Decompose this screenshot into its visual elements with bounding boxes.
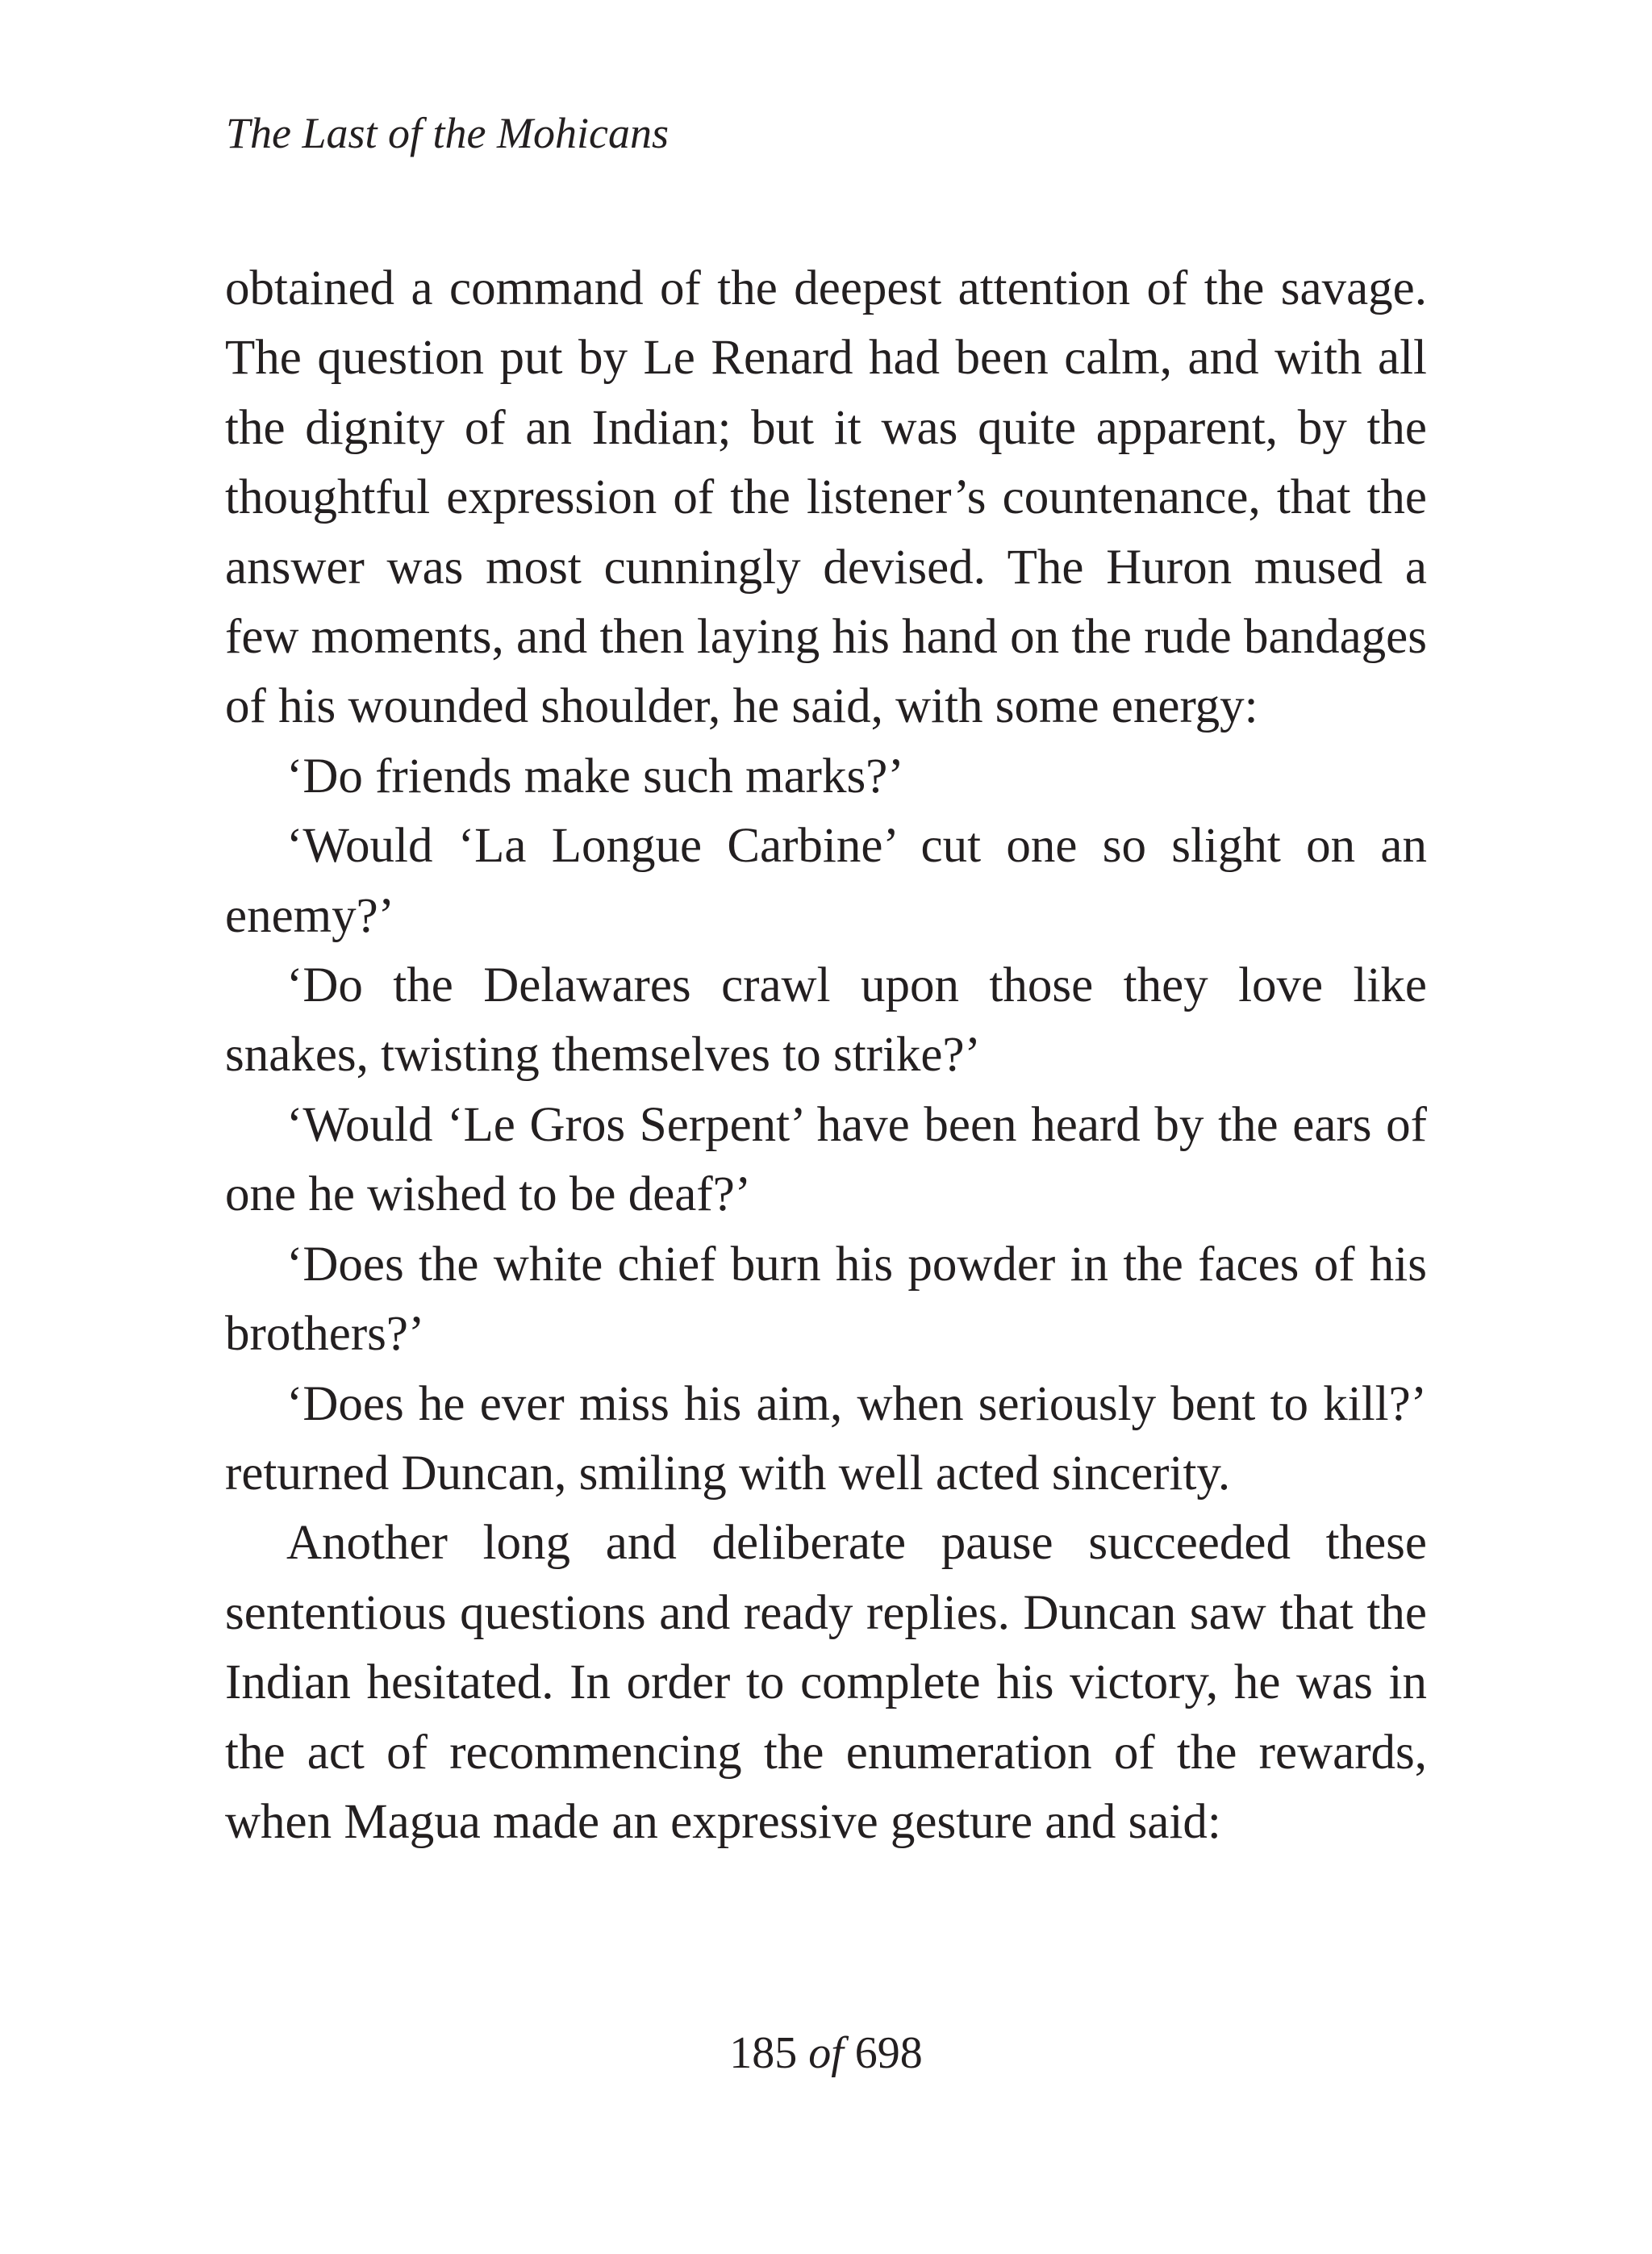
total-page-count: 698 [854,2028,923,2078]
page-number-of-label: of [808,2028,844,2078]
dialogue-paragraph: ‘Do the Delawares crawl upon those they love like snakes, twisting themselves to strike?’ [225,958,1427,1083]
paragraph-continuation: obtained a command of the deepest attention of the savage. The question put by Le Renard had been calm, and with all the dignity of an Indian; but it was quite apparent, by the thoughtful expression of the listener’s countenance, that the answer was most cunningly devised. The Huron mused a few moments, and then laying his hand on the rude bandages of his wounded shoulder, he said, with some energy: [225,261,1427,734]
dialogue-paragraph: ‘Do friends make such marks?’ [286,749,904,804]
dialogue-paragraph: ‘Does he ever miss his aim, when seriously bent to kill?’ returned Duncan, smiling with well acted sincerity. [225,1376,1427,1501]
page-body-text [225,254,1427,1857]
dialogue-paragraph: ‘Would ‘Le Gros Serpent’ have been heard by the ears of one he wished to be deaf?’ [225,1097,1427,1222]
current-page-number: 185 [729,2028,798,2078]
running-header-title: The Last of the Mohicans [226,109,669,157]
narrative-paragraph: Another long and deliberate pause succeeded these sententious questions and ready replies. Duncan saw that the Indian hesitated. In order to complete his victory, he was in the act of recommencing the enumeration of the rewards, when Magua made an expressive gesture and said: [225,1516,1427,1849]
dialogue-paragraph: ‘Would ‘La Longue Carbine’ cut one so slight on an enemy?’ [225,819,1427,943]
page-number [0,2025,1652,2081]
dialogue-paragraph: ‘Does the white chief burn his powder in the faces of his brothers?’ [225,1237,1427,1362]
